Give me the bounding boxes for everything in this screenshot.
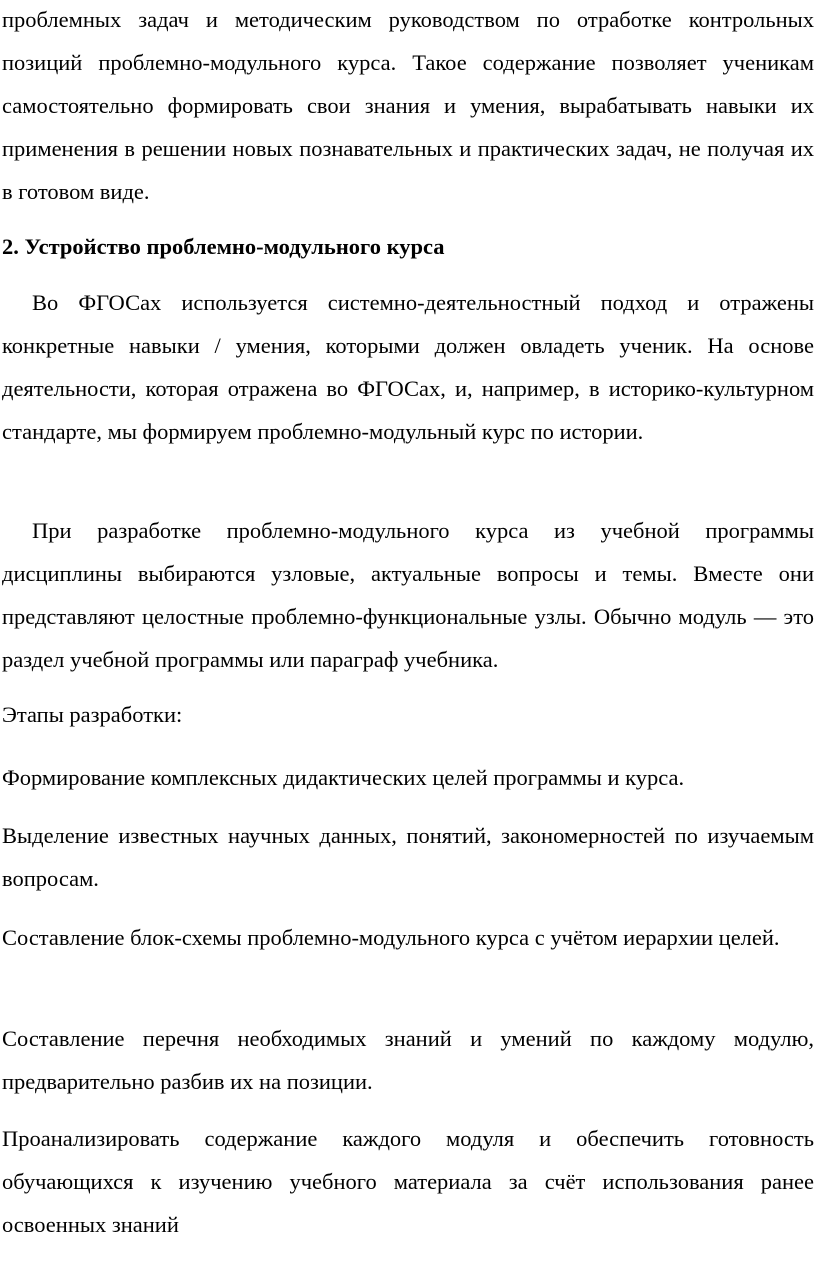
paragraph-fgos: Во ФГОСах используется системно-деятельностный подход и отражены конкретные навыки / умения, которыми должен овладеть ученик. На основе деятельности, которая отражена во ФГОСах, и, например, в историко-культурном стандарте, мы формируем проблемно-модульный курс по истории. [2,290,814,444]
paragraph-intro-continuation: проблемных задач и методическим руководством по отработке контрольных позиций проблемно-модульного курса. Такое содержание позволяет ученикам самостоятельно формировать свои знания и умения, вырабатывать навыки их применения в решении новых познавательных и практических задач, не получая их в готовом виде. [2,7,814,204]
paragraph-development: При разработке проблемно-модульного курса из учебной программы дисциплины выбираются узловые, актуальные вопросы и темы. Вместе они представляют целостные проблемно-функциональные узлы. Обычно модуль — это раздел учебной программы или параграф учебника. [2,518,814,672]
stage-item: Проанализировать содержание каждого модуля и обеспечить готовность обучающихся к изучению учебного материала за счёт использования ранее освоенных знаний [2,1126,814,1237]
stages-label: Этапы разработки: [2,702,183,727]
stage-item: Составление перечня необходимых знаний и умений по каждому модулю, предварительно разбив их на позиции. [2,1026,814,1094]
stage-item: Формирование комплексных дидактических целей программы и курса. [2,765,685,790]
stage-item: Составление блок-схемы проблемно-модульного курса с учётом иерархии целей. [2,925,780,950]
stage-item: Выделение известных научных данных, понятий, закономерностей по изучаемым вопросам. [2,823,814,891]
section-heading: 2. Устройство проблемно-модульного курса [2,234,445,259]
